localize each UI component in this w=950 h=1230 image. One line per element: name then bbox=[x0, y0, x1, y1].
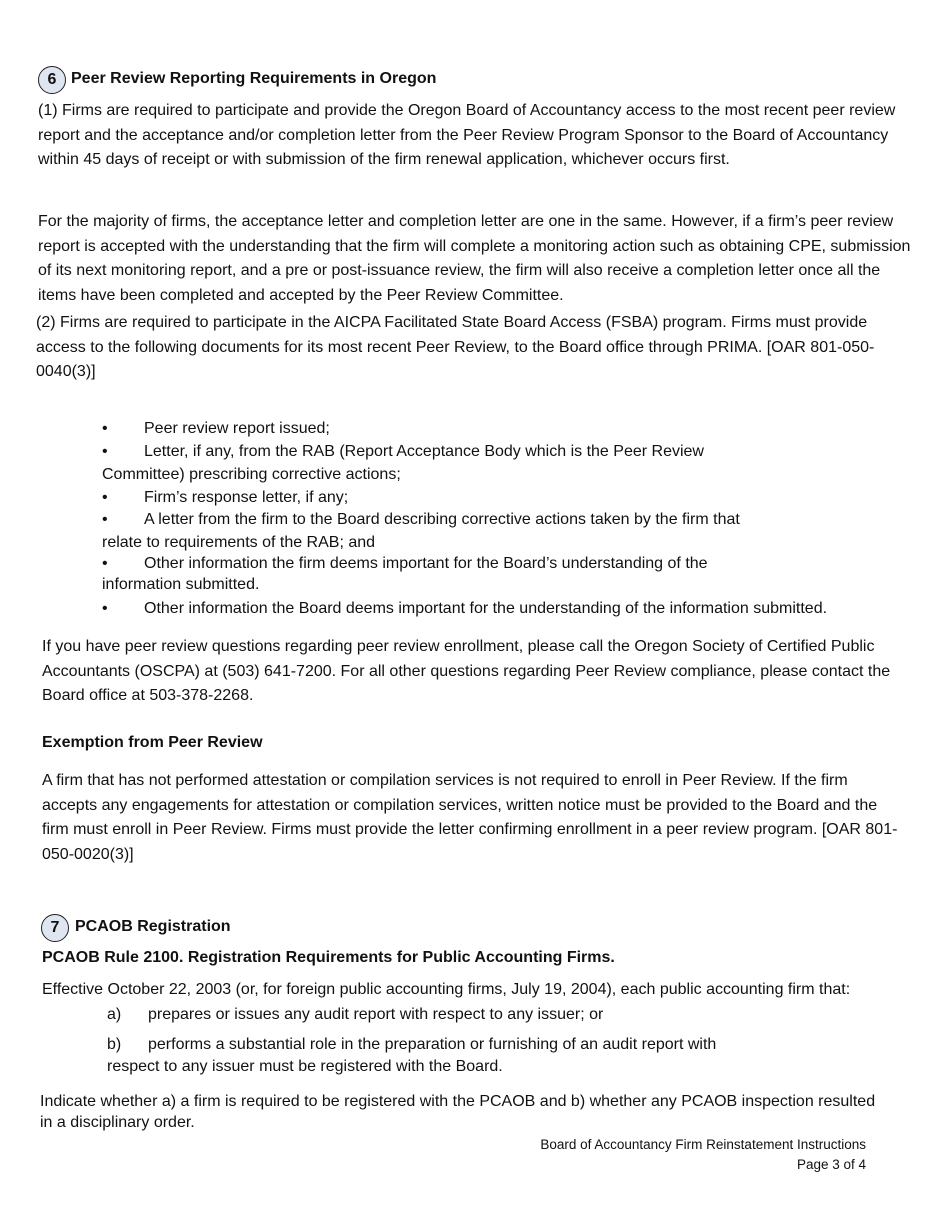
list-item: • Other information the firm deems important for the Board’s understanding of the information submitted. bbox=[102, 555, 708, 593]
list-item: • Other information the Board deems important for the understanding of the information submitted. bbox=[102, 600, 828, 617]
section-number-badge bbox=[41, 914, 69, 942]
rule-heading: PCAOB Rule 2100. Registration Requirements for Public Accounting Firms. bbox=[42, 949, 615, 966]
page-number: Page 3 of 4 bbox=[796, 1157, 866, 1172]
page-footer bbox=[540, 1135, 866, 1175]
paragraph: A firm that has not performed attestation or compilation services is not required to enroll in Peer Review. If the firm accepts any engagements for attestation or compilation services, written notice must be provided to the Board and the firm must enroll in Peer Review. Firms must provide the letter confirming enrollment in a peer review program. [OAR 801-050-0020(3)] bbox=[42, 772, 898, 863]
list-item-continuation: respect to any issuer must be registered with the Board. bbox=[107, 1058, 503, 1075]
list-item: prepares or issues any audit report with respect to any issuer; or bbox=[148, 1006, 604, 1023]
section-title: PCAOB Registration bbox=[75, 918, 231, 935]
paragraph: Indicate whether a) a firm is required to be registered with the PCAOB and b) whether any PCAOB inspection resulted in a disciplinary order. bbox=[40, 1093, 876, 1131]
section-number-badge bbox=[38, 66, 66, 94]
paragraph: (1) Firms are required to participate and provide the Oregon Board of Accountancy access to the most recent peer review report and the acceptance and/or completion letter from the Peer Review Program Sponsor to the Board of Accountancy within 45 days of receipt or with submission of the firm renewal application, whichever occurs first. bbox=[38, 102, 896, 168]
list-item: • A letter from the firm to the Board describing corrective actions taken by the firm that relate to requirements of the RAB; and bbox=[102, 511, 740, 551]
list-item: • Firm’s response letter, if any; bbox=[102, 489, 349, 506]
paragraph: For the majority of firms, the acceptance letter and completion letter are one in the same. However, if a firm’s peer review report is accepted with the understanding that the firm will complete a monitoring action such as obtaining CPE, submission of its next monitoring report, and a pre or post-issuance review, the firm will also receive a completion letter once all the items have been completed and accepted by the Peer Review Committee. bbox=[38, 213, 911, 304]
list-item-label: b) bbox=[107, 1036, 122, 1053]
list-item-label: a) bbox=[107, 1006, 122, 1023]
footer-title: Board of Accountancy Firm Reinstatement Instructions bbox=[540, 1137, 866, 1152]
list-item: performs a substantial role in the preparation or furnishing of an audit report with bbox=[148, 1036, 717, 1053]
list-item: • Peer review report issued; bbox=[102, 420, 330, 437]
subsection-heading: Exemption from Peer Review bbox=[42, 734, 263, 751]
paragraph: Effective October 22, 2003 (or, for foreign public accounting firms, July 19, 2004), each public accounting firm that: bbox=[42, 981, 851, 998]
section-number: 7 bbox=[50, 919, 60, 936]
section-number: 6 bbox=[47, 71, 57, 88]
list-item: • Letter, if any, from the RAB (Report Acceptance Body which is the Peer Review Committee) prescribing corrective actions; bbox=[102, 443, 704, 483]
paragraph: If you have peer review questions regarding peer review enrollment, please call the Oregon Society of Certified Public Accountants (OSCPA) at (503) 641-7200. For all other questions regarding Peer Review compliance, please contact the Board office at 503-378-2268. bbox=[42, 638, 891, 704]
section-title: Peer Review Reporting Requirements in Oregon bbox=[71, 70, 437, 87]
paragraph: (2) Firms are required to participate in the AICPA Facilitated State Board Access (FSBA) program. Firms must provide access to the following documents for its most recent Peer Review, to the Board office through PRIMA. [OAR 801-050-0040(3)] bbox=[36, 314, 875, 380]
